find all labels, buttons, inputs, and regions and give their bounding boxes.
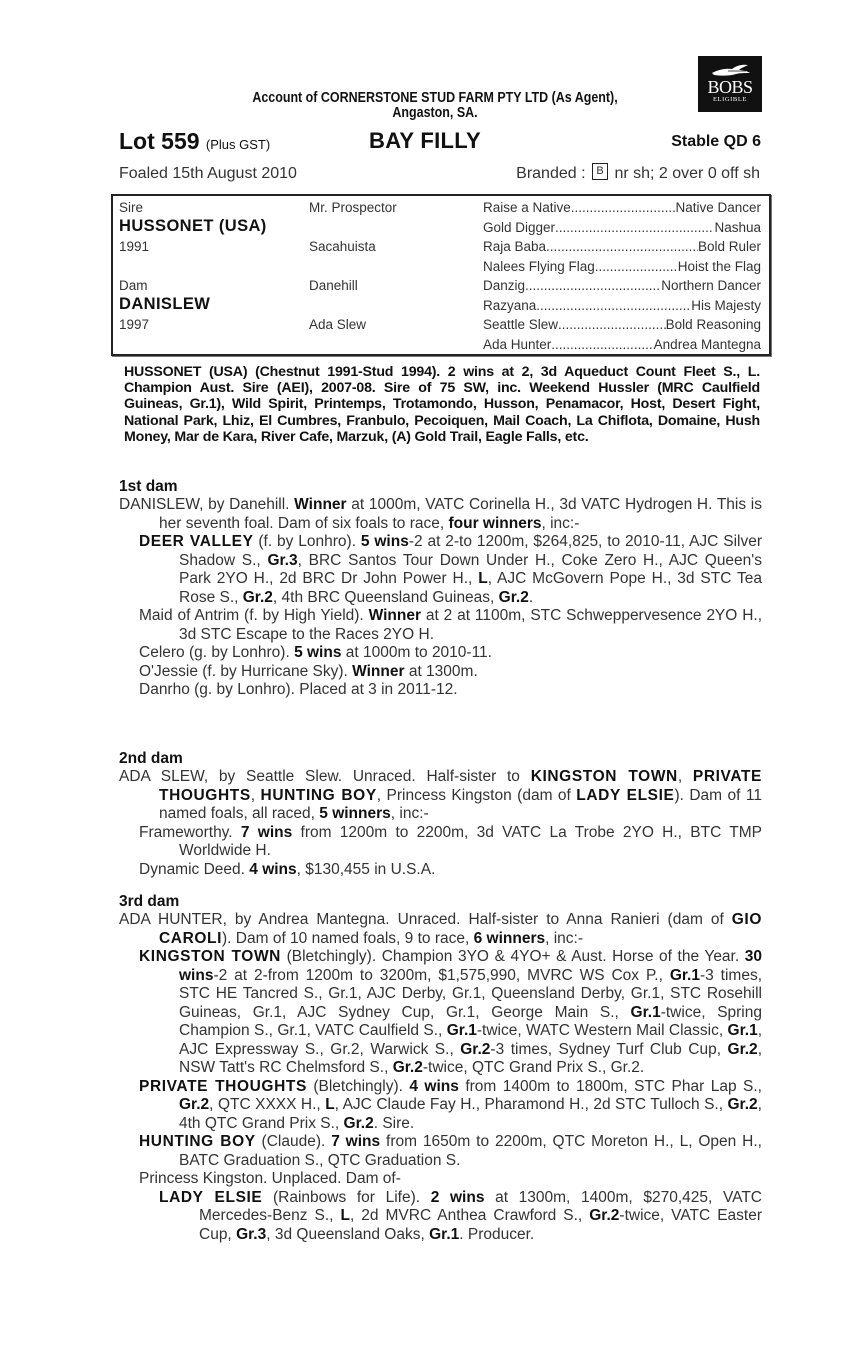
vendor-line-1: Account of CORNERSTONE STUD FARM PTY LTD (As Agent),	[252, 90, 618, 106]
sire-name: HUSSONET (USA)	[119, 217, 267, 235]
progeny-entry: Princess Kingston. Unplaced. Dam of-	[139, 1170, 401, 1187]
progeny-entry: Frameworthy. 7 wins from 1200m to 2200m, 3d VATC La Trobe 2YO H., BTC TMP Worldwide H.	[139, 823, 762, 859]
progeny-entry: Danrho (g. by Lonhro). Placed at 3 in 2011-12.	[139, 681, 458, 698]
progeny-entry: LADY ELSIE (Rainbows for Life). 2 wins at 1300m, 1400m, $270,425, VATC Mercedes-Benz S., L, 2d MVRC Anthea Crawford S., Gr.2-twice, VATC Easter Cup, Gr.3, 3d Queensland Oaks, Gr.1. Producer.	[159, 1188, 763, 1243]
branded-label: Branded :	[516, 165, 586, 182]
bobs-eligible-badge	[698, 56, 762, 112]
granddam-2: Ada Slew	[309, 317, 367, 332]
sire-year: 1991	[119, 239, 150, 254]
dam-entries	[119, 911, 762, 1244]
lot-header	[119, 128, 761, 154]
progeny-entry: PRIVATE THOUGHTS (Bletchingly). 4 wins from 1400m to 1800m, STC Phar Lap S., Gr.2, QTC XXXX H., L, AJC Claude Fay H., Pharamond H., 2d STC Tulloch S., Gr.2, 4th QTC Grand Prix S., Gr.2. Sire.	[139, 1077, 762, 1132]
progeny-entry: Maid of Antrim (f. by High Yield). Winner at 2 at 1100m, STC Schweppervesence 2YO H., 3d STC Escape to the Races 2YO H.	[139, 607, 762, 643]
section-heading: 1st dam	[119, 478, 178, 495]
dam-description: ADA HUNTER, by Andrea Mantegna. Unraced. Half-sister to Anna Ranieri (dam of GIO CAROLI). Dam of 10 named foals, 9 to race, 6 winners, inc:-	[119, 911, 762, 947]
great-grandparent-row: Nalees Flying Flag ..... Hoist the Flag	[483, 257, 761, 277]
logo-text: BOBS	[707, 77, 753, 97]
great-grandparent-row: Seattle Slew ..... Bold Reasoning	[483, 315, 761, 335]
great-grandparent-row: Ada Hunter ..... Andrea Mantegna	[483, 335, 761, 355]
great-grandparent-row: Danzig ..... Northern Dancer	[483, 276, 761, 296]
second-dam-section	[119, 750, 762, 879]
lot-description: BAY FILLY	[369, 128, 481, 153]
brand-symbol-icon: B	[592, 163, 608, 180]
progeny-entry: KINGSTON TOWN (Bletchingly). Champion 3YO & 4YO+ & Aust. Horse of the Year. 30 wins-2 at 2-from 1200m to 3200m, $1,575,990, MVRC WS Cox P., Gr.1-3 times, STC HE Tancred S., Gr.1, AJC Derby, Gr.1, Queensland Derby, Gr.1, STC Rosehill Guineas, Gr.1, AJC Sydney Cup, Gr.1, George Main S., Gr.1-twice, Spring Champion S., Gr.1, VATC Caulfield S., Gr.1-twice, WATC Western Mail Classic, Gr.1, AJC Expressway S., Gr.2, Warwick S., Gr.2-3 times, Sydney Turf Club Cup, Gr.2, NSW Tatt's RC Chelmsford S., Gr.2-twice, QTC Grand Prix S., Gr.2.	[139, 948, 763, 1076]
dam-year: 1997	[119, 317, 150, 332]
section-heading: 2nd dam	[119, 750, 183, 767]
progeny-entry: O'Jessie (f. by Hurricane Sky). Winner at 1300m.	[139, 662, 478, 680]
first-dam-section	[119, 478, 762, 700]
logo-subtext: ELIGIBLE	[712, 96, 748, 103]
grandsire-1: Mr. Prospector	[309, 200, 397, 215]
gst-note: (Plus GST)	[205, 137, 271, 152]
dam-entries	[119, 768, 762, 879]
great-grandparent-row: Raise a Native ..... Native Dancer	[483, 198, 761, 218]
great-grandparent-row: Gold Digger ..... Nashua	[483, 218, 761, 238]
sire-summary: HUSSONET (USA) (Chestnut 1991-Stud 1994). 2 wins at 2, 3d Aqueduct Count Fleet S., L. Champion Aust. Sire (AEI), 2007-08. Sire of 75 SW, inc. Weekend Hussler (MRC Caulfield Guineas, Gr.1), Wild Spirit, Printemps, Trotamondo, Husson, Penamacor, Host, Desert Fight, National Park, Lhiz, El Cumbres, Franbulo, Pecoiquen, Mail Coach, La Chiflota, Domaine, Hush Money, Mar de Kara, River Cafe, Marzuk, (A) Gold Trail, Eagle Falls, etc.	[124, 364, 760, 445]
vendor-heading	[233, 91, 637, 121]
dam-name: DANISLEW	[119, 295, 211, 313]
section-heading: 3rd dam	[119, 893, 180, 910]
grandsire-2: Danehill	[309, 278, 358, 293]
third-dam-section	[119, 893, 762, 1244]
stable-location: Stable QD 6	[671, 133, 761, 150]
dam-description: DANISLEW, by Danehill. Winner at 1000m, VATC Corinella H., 3d VATC Hydrogen H. This is her seventh foal. Dam of six foals to race, four winners, inc:-	[119, 496, 762, 532]
dam-label: Dam	[119, 278, 148, 293]
branded-detail: nr sh; 2 over 0 off sh	[614, 165, 760, 182]
pedigree-table	[111, 194, 771, 356]
progeny-entry: Celero (g. by Lonhro). 5 wins at 1000m to 2010-11.	[139, 644, 492, 661]
lot-label: Lot 559	[119, 128, 200, 154]
progeny-entry: Dynamic Deed. 4 wins, $130,455 in U.S.A.	[139, 860, 436, 878]
vendor-line-2: Angaston, SA.	[392, 105, 478, 121]
brand-info	[516, 163, 760, 183]
horse-head-icon	[708, 62, 752, 78]
sire-label: Sire	[119, 200, 144, 215]
great-grandparent-row: Raja Baba ..... Bold Ruler	[483, 237, 761, 257]
progeny-entry: DEER VALLEY (f. by Lonhro). 5 wins-2 at 2-to 1200m, $264,825, to 2010-11, AJC Silver Shadow S., Gr.3, BRC Santos Tour Down Under H., Coke Zero H., AJC Queen's Park 2YO H., 2d BRC Dr John Power H., L, AJC McGovern Pope H., 3d STC Tea Rose S., Gr.2, 4th BRC Queensland Guineas, Gr.2.	[139, 533, 763, 606]
great-grandparent-row: Razyana ..... His Majesty	[483, 296, 761, 316]
dam-description: ADA SLEW, by Seattle Slew. Unraced. Half-sister to KINGSTON TOWN, PRIVATE THOUGHTS, HUNTING BOY, Princess Kingston (dam of LADY ELSIE). Dam of 11 named foals, all raced, 5 winners, inc:-	[119, 768, 762, 822]
lot-number	[119, 128, 270, 158]
foaled-date: Foaled 15th August 2010	[119, 165, 297, 182]
granddam-1: Sacahuista	[309, 239, 376, 254]
progeny-entry: HUNTING BOY (Claude). 7 wins from 1650m to 2200m, QTC Moreton H., L, Open H., BATC Graduation S., QTC Graduation S.	[139, 1133, 762, 1169]
dam-entries	[119, 496, 762, 700]
